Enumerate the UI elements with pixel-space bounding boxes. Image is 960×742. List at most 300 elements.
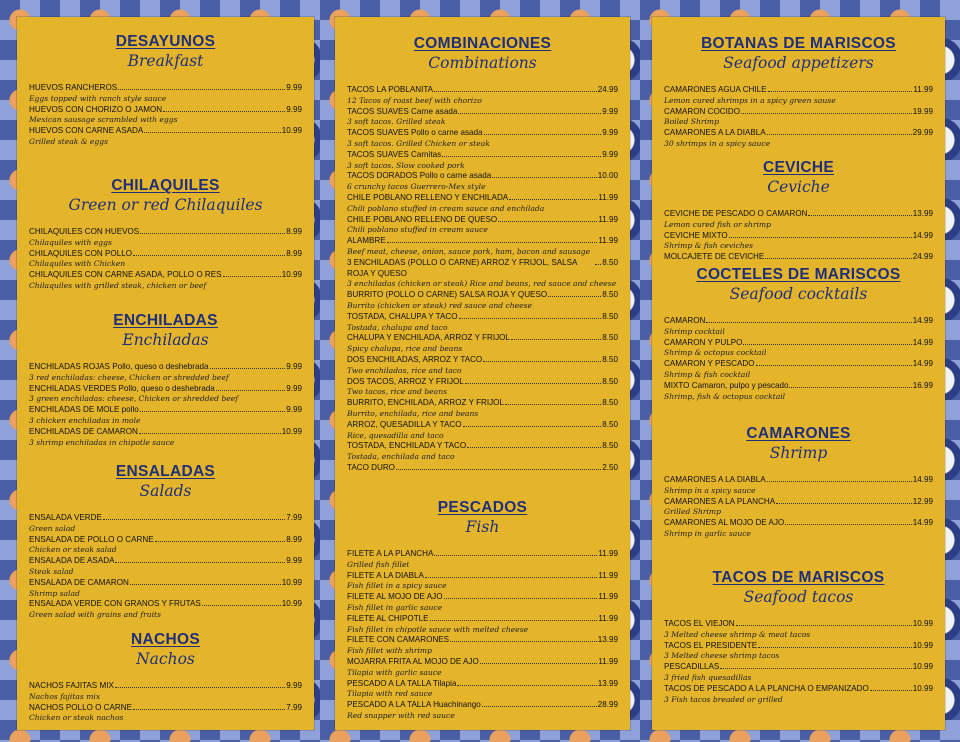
menu-item-description: Lemon cured shrimps in a spicy green sause	[664, 95, 836, 105]
section-title: BOTANAS DE MARISCOS	[701, 35, 896, 52]
dot-leader	[442, 156, 601, 157]
section-title: NACHOS	[131, 631, 200, 648]
menu-item	[664, 475, 933, 486]
menu-item	[347, 679, 618, 690]
menu-item	[664, 662, 933, 673]
dot-leader	[467, 447, 601, 448]
menu-item	[664, 338, 933, 349]
dot-leader	[139, 433, 281, 434]
menu-item-price: 7.99	[286, 513, 302, 522]
dot-leader	[729, 237, 912, 238]
menu-item	[29, 703, 302, 714]
dot-leader	[808, 215, 911, 216]
dot-leader	[765, 258, 911, 259]
dot-leader	[767, 481, 912, 482]
menu-item-name: MIXTO Camaron, pulpo y pescado	[664, 380, 789, 390]
menu-item-price: 8.50	[602, 257, 618, 267]
menu-item-description: 3 red enchiladas: cheese, Chicken or shredded beef	[29, 372, 229, 382]
section-title: ENSALADAS	[115, 463, 216, 480]
menu-item-price: 14.99	[912, 316, 933, 325]
menu-item-name: CAMARONES A LA DIABLA	[664, 475, 766, 484]
dot-leader	[706, 322, 911, 323]
dot-leader	[396, 469, 601, 470]
menu-item	[664, 684, 933, 695]
menu-item-price: 10.99	[281, 599, 302, 609]
menu-item	[347, 171, 618, 182]
menu-item-description: Lemon cured fish or shrimp	[664, 219, 771, 229]
dot-leader	[223, 276, 281, 277]
menu-item-price: 14.99	[912, 230, 933, 240]
menu-section	[29, 33, 302, 148]
menu-item-price: 12.99	[912, 496, 933, 506]
dot-leader	[457, 685, 596, 686]
menu-item-price: 10.99	[281, 270, 302, 280]
menu-section	[29, 631, 302, 724]
dot-leader	[155, 541, 286, 542]
dot-leader	[789, 387, 911, 388]
menu-item	[347, 128, 618, 139]
dot-leader	[785, 524, 912, 525]
menu-item-price: 14.99	[912, 359, 933, 369]
menu-item-description: Chili poblano stuffed in cream sauce and enchilada	[347, 203, 545, 213]
menu-item-name: CAMARON Y PESCADO	[664, 359, 755, 369]
menu-item-description: Chili poblano stuffed in cream sauce	[347, 225, 488, 235]
menu-item-name: CAMARONES A LA DIABLA	[664, 128, 766, 138]
menu-item-price: 11.99	[598, 592, 618, 602]
menu-item-name: NACHOS FAJITAS MIX	[29, 681, 114, 690]
dot-leader	[465, 383, 601, 384]
menu-item-price: 8.99	[286, 227, 302, 236]
section-subtitle: Fish	[465, 518, 500, 536]
menu-item-description: 3 soft tacos. Grilled steak	[347, 117, 446, 127]
dot-leader	[425, 577, 597, 578]
section-title: DESAYUNOS	[115, 33, 216, 50]
menu-item-description: Beef meat, cheese, onion, sauce pork, ham, bacon and sausage	[347, 246, 591, 256]
menu-item-price: 8.50	[602, 419, 618, 429]
dot-leader	[133, 255, 285, 256]
menu-item-name: CEVICHE DE PESCADO O CAMARON	[664, 209, 808, 218]
menu-item-description: Nachos fajitas mix	[29, 691, 101, 701]
menu-item-description: Chilaquiles with eggs	[29, 237, 112, 247]
menu-section	[29, 312, 302, 448]
section-title: COMBINACIONES	[413, 35, 552, 52]
menu-item-price: 24.99	[597, 85, 618, 94]
dot-leader	[509, 199, 597, 200]
menu-item-name: CHILE POBLANO RELLENO DE QUESO	[347, 214, 498, 224]
menu-item-price: 11.99	[598, 214, 618, 224]
menu-item	[347, 635, 618, 646]
menu-item	[347, 290, 618, 301]
menu-item-price: 10.99	[281, 126, 302, 136]
menu-item-price: 11.99	[598, 656, 618, 666]
menu-item-description: Mexican sausage scrambled with eggs	[29, 115, 178, 125]
menu-item-price: 10.99	[912, 640, 933, 650]
dot-leader	[482, 706, 597, 707]
menu-item-name: BURRITO (POLLO O CARNE) SALSA ROJA Y QUESO	[347, 290, 548, 300]
menu-item	[29, 578, 302, 589]
section-title: ENCHILADAS	[113, 312, 218, 329]
dot-leader	[743, 344, 911, 345]
menu-item	[664, 252, 933, 263]
dot-leader	[115, 562, 285, 563]
menu-item-name: ENSALADA VERDE CON GRANOS Y FRUTAS	[29, 599, 201, 609]
menu-item-description: Shrimp in a spicy sauce	[664, 485, 756, 495]
menu-section	[664, 425, 933, 540]
dot-leader	[210, 368, 286, 369]
menu-item-price: 9.99	[286, 362, 302, 371]
menu-item-price: 8.50	[602, 354, 618, 364]
menu-item-name: CAMARONES AGUA CHILE	[664, 85, 767, 94]
menu-section	[664, 35, 933, 150]
menu-item-price: 10.99	[912, 619, 933, 628]
menu-item-description: 3 shrimp enchiladas in chipotle sauce	[29, 437, 175, 447]
menu-item-name: CHILAQUILES CON POLLO	[29, 248, 133, 258]
menu-item-price: 9.99	[286, 556, 302, 566]
menu-item	[664, 128, 933, 139]
dot-leader	[870, 690, 912, 691]
menu-item	[347, 614, 618, 625]
menu-item	[29, 427, 302, 438]
menu-item	[347, 215, 618, 226]
menu-item-price: 9.99	[602, 149, 618, 159]
menu-item-price: 10.99	[912, 683, 933, 693]
menu-item-description: Rice, quesadilla and taco	[347, 430, 444, 440]
menu-item-description: Eggs topped with ranch style sauce	[29, 93, 167, 103]
menu-section	[29, 177, 302, 292]
section-title: TACOS DE MARISCOS	[712, 569, 885, 586]
menu-item-price: 10.99	[281, 577, 302, 587]
menu-section	[664, 266, 933, 402]
menu-item-description: Burrito, enchilada, rice and beans	[347, 408, 479, 418]
dot-leader	[736, 625, 912, 626]
menu-item-price: 2.50	[602, 462, 618, 472]
dot-leader	[144, 132, 280, 133]
menu-item-description: Chilaquiles with grilled steak, chicken or beef	[29, 280, 207, 290]
menu-item	[347, 377, 618, 388]
menu-item	[664, 619, 933, 630]
section-title: COCTELES DE MARISCOS	[696, 266, 901, 283]
menu-item	[347, 592, 618, 603]
menu-item-name: DOS ENCHILADAS, ARROZ Y TACO	[347, 354, 483, 364]
menu-section	[347, 35, 618, 474]
menu-item-description: Fish fillet in a spicy sauce	[347, 581, 447, 591]
dot-leader	[216, 390, 285, 391]
menu-item-name: TACOS DE PESCADO A LA PLANCHA O EMPANIZADO	[664, 683, 869, 693]
menu-item-name: TACO DURO	[347, 462, 395, 472]
section-title: CHILAQUILES	[111, 177, 220, 194]
dot-leader	[741, 113, 912, 114]
menu-item-description: Green salad	[29, 523, 76, 533]
menu-section	[347, 499, 618, 722]
menu-item-description: Tostada, chalupa and taco	[347, 322, 448, 332]
menu-item-description: 3 green enchiladas: cheese, Chicken or shredded beef	[29, 394, 239, 404]
menu-item-description: Chicken or steak salad	[29, 545, 117, 555]
menu-item-name: FILETE AL MOJO DE AJO	[347, 592, 443, 602]
dot-leader	[758, 647, 912, 648]
menu-item-description: 3 soft tacos. Grilled Chicken or steak	[347, 138, 490, 148]
menu-item	[29, 405, 302, 416]
menu-item-description: Shrimp & fish cocktail	[664, 369, 751, 379]
menu-item-description: Shrimp & fish ceviches	[664, 241, 754, 251]
menu-item-name: TACOS LA POBLANITA	[347, 85, 434, 94]
menu-item	[29, 556, 302, 567]
dot-leader	[480, 663, 598, 664]
menu-item	[347, 312, 618, 323]
dot-leader	[595, 264, 601, 265]
menu-item	[664, 641, 933, 652]
dot-leader	[492, 177, 596, 178]
menu-panel-right	[652, 17, 945, 730]
menu-item-name: CAMARON	[664, 316, 706, 325]
menu-item	[664, 381, 933, 392]
menu-item	[347, 85, 618, 96]
menu-item-price: 8.50	[602, 441, 618, 451]
menu-item-price: 9.99	[286, 681, 302, 690]
section-subtitle: Breakfast	[127, 52, 204, 70]
menu-section	[664, 159, 933, 263]
menu-item-price: 29.99	[912, 128, 933, 138]
menu-item-name: ENCHILADAS DE MOLE pollo	[29, 405, 139, 415]
menu-item-price: 8.50	[602, 290, 618, 300]
menu-item	[29, 227, 302, 238]
menu-item	[29, 535, 302, 546]
menu-item-description: Shrimp salad	[29, 588, 80, 598]
menu-item	[664, 518, 933, 529]
menu-item-description: Grilled steak & eggs	[29, 136, 109, 146]
section-subtitle: Green or red Chilaquiles	[68, 196, 263, 214]
dot-leader	[444, 598, 598, 599]
menu-item-name: FILETE CON CAMARONES	[347, 635, 450, 645]
menu-item-name: PESCADILLAS	[664, 662, 720, 672]
section-subtitle: Nachos	[136, 650, 195, 668]
menu-item-name: ARROZ, QUESADILLA Y TACO	[347, 419, 462, 429]
dot-leader	[140, 233, 285, 234]
menu-item-price: 19.99	[912, 106, 933, 116]
menu-item-name: TACOS EL PRESIDENTE	[664, 640, 758, 650]
menu-item	[29, 681, 302, 692]
dot-leader	[756, 365, 912, 366]
section-title: PESCADOS	[437, 499, 528, 516]
menu-item	[347, 193, 618, 204]
menu-item-description: Tostada, enchilada and taco	[347, 452, 455, 462]
dot-leader	[103, 519, 285, 520]
dot-leader	[140, 411, 285, 412]
menu-item-name: CAMARON Y PULPO	[664, 337, 743, 347]
menu-item-name: TACOS SUAVES Carnitas	[347, 149, 442, 159]
menu-item-description: 12 Tacos of roast beef with chorizo	[347, 95, 482, 105]
menu-item-description: Two tacos, rice and beans	[347, 387, 447, 397]
dot-leader	[483, 361, 601, 362]
menu-item	[347, 107, 618, 118]
menu-item-price: 9.99	[286, 83, 302, 92]
menu-item-description: Shrimp, fish & octopus cocktail	[664, 391, 786, 401]
dot-leader	[458, 113, 601, 114]
menu-item-name: HUEVOS RANCHEROS	[29, 83, 118, 92]
dot-leader	[434, 555, 597, 556]
section-subtitle: Ceviche	[767, 178, 830, 196]
menu-item-name: MOLCAJETE DE CEVICHE	[664, 252, 765, 262]
menu-item-description: Chicken or steak nachos	[29, 713, 124, 723]
menu-item-description: Fish fillet in garlic sauce	[347, 602, 443, 612]
menu-item	[347, 420, 618, 431]
menu-item-name: TACOS DORADOS Pollo o carne asada	[347, 171, 492, 181]
section-subtitle: Shrimp	[769, 444, 828, 462]
menu-item-description: 30 shrimps in a spicy sauce	[664, 138, 771, 148]
dot-leader	[498, 221, 597, 222]
menu-item	[347, 236, 618, 247]
menu-item-name: CEVICHE MIXTO	[664, 230, 728, 240]
menu-item	[664, 316, 933, 327]
menu-item-description: 3 chicken enchiladas in mole	[29, 415, 141, 425]
menu-item-price: 11.99	[598, 613, 618, 623]
menu-item	[29, 83, 302, 94]
menu-panel-left	[17, 17, 314, 730]
menu-item-price: 13.99	[597, 635, 618, 645]
menu-item	[347, 463, 618, 474]
dot-leader	[720, 668, 911, 669]
menu-item-name: PESCADO A LA TALLA Tilapia	[347, 678, 457, 688]
menu-item	[29, 384, 302, 395]
menu-item-price: 16.99	[912, 380, 933, 390]
dot-leader	[459, 318, 602, 319]
dot-leader	[768, 91, 913, 92]
menu-item-price: 8.50	[602, 398, 618, 408]
menu-item-description: 3 enchiladas (chicken or steak) Rice and beans, red sauce and cheese	[347, 279, 617, 289]
section-subtitle: Seafood appetizers	[723, 54, 874, 72]
menu-item-description: Two enchiladas, rice and taco	[347, 365, 462, 375]
menu-item-name: CHILAQUILES CON HUEVOS	[29, 227, 140, 236]
menu-item	[29, 362, 302, 373]
menu-item-description: Red snapper with red sauce	[347, 710, 455, 720]
menu-item-name: FILETE A LA PLANCHA	[347, 549, 434, 558]
menu-item	[29, 249, 302, 260]
menu-item-price: 13.99	[912, 209, 933, 218]
menu-item-name: ENSALADA DE CAMARON	[29, 577, 129, 587]
menu-item-description: Spicy chalupa, rice and beans	[347, 344, 463, 354]
menu-item	[29, 599, 302, 610]
section-subtitle: Enchiladas	[122, 331, 209, 349]
menu-item-description: Boiled Shrimp	[664, 117, 719, 127]
dot-leader	[430, 620, 598, 621]
menu-item	[347, 333, 618, 344]
menu-item	[347, 355, 618, 366]
dot-leader	[511, 339, 601, 340]
menu-item-description: Shrimp cocktail	[664, 326, 725, 336]
menu-item-description: 3 Melted cheese shrimp tacos	[664, 651, 780, 661]
menu-item	[347, 441, 618, 452]
menu-item-name: NACHOS POLLO O CARNE	[29, 702, 132, 712]
menu-item-price: 24.99	[912, 252, 933, 262]
menu-item-name: BURRITO, ENCHILADA, ARROZ Y FRIJOL	[347, 398, 504, 408]
menu-item-description: 3 soft tacos. Slow cooked pork	[347, 160, 465, 170]
menu-item-price: 9.99	[286, 104, 302, 114]
menu-item-name: TACOS SUAVES Pollo o carne asada	[347, 128, 483, 138]
menu-item	[29, 513, 302, 524]
menu-item-name: ENCHILADAS ROJAS Pollo, queso o deshebrada	[29, 362, 209, 371]
menu-item	[664, 107, 933, 118]
menu-item-description: Shrimp & octopus cocktail	[664, 348, 767, 358]
dot-leader	[130, 584, 281, 585]
menu-item-description: Fish fillet in chipotle sauce with melted cheese	[347, 624, 529, 634]
menu-item-price: 8.50	[602, 376, 618, 386]
menu-item-name: ALAMBRE	[347, 236, 386, 246]
menu-item-price: 14.99	[912, 518, 933, 528]
section-subtitle: Salads	[139, 482, 192, 500]
menu-item-name: TACOS EL VIEJON	[664, 619, 735, 628]
dot-leader	[115, 687, 285, 688]
dot-leader	[767, 134, 912, 135]
menu-section	[664, 569, 933, 705]
menu-item-name: TOSTADA, ENCHILADA Y TACO	[347, 441, 467, 451]
menu-item-name: CAMARONES A LA PLANCHA	[664, 496, 776, 506]
menu-item	[347, 150, 618, 161]
menu-item-name: CAMARON COCIDO	[664, 106, 740, 116]
menu-item-price: 8.99	[286, 534, 302, 544]
menu-item-price: 11.99	[913, 85, 933, 94]
menu-item	[664, 209, 933, 220]
menu-item-name: 3 ENCHILADAS (POLLO O CARNE) ARROZ Y FRIJOL, SALSA ROJA Y QUESO	[347, 257, 577, 278]
menu-item-price: 14.99	[912, 337, 933, 347]
menu-item	[664, 359, 933, 370]
menu-item-name: ENSALADA VERDE	[29, 513, 102, 522]
menu-item-name: CAMARONES AL MOJO DE AJO	[664, 518, 785, 528]
menu-item	[29, 270, 302, 281]
menu-item-description: Shrimp in garlic sauce	[664, 528, 751, 538]
menu-item	[29, 126, 302, 137]
menu-item	[664, 231, 933, 242]
menu-item-price: 11.99	[598, 570, 618, 580]
menu-item	[664, 497, 933, 508]
menu-item	[347, 398, 618, 409]
menu-item-name: TACOS SUAVES Carne asada	[347, 106, 458, 116]
menu-item-description: Green salad with grains and fruits	[29, 610, 161, 620]
dot-leader	[387, 242, 598, 243]
menu-item-name: CHILE POBLANO RELLENO Y ENCHILADA	[347, 192, 509, 202]
menu-item-name: FILETE AL CHIPOTLE	[347, 613, 429, 623]
section-subtitle: Seafood tacos	[743, 588, 854, 606]
menu-item-description: Tilapia with garlic sauce	[347, 667, 442, 677]
menu-item-price: 10.00	[597, 171, 618, 181]
section-title: CEVICHE	[762, 159, 834, 176]
menu-item	[347, 549, 618, 560]
menu-item-name: HUEVOS CON CARNE ASADA	[29, 126, 144, 136]
menu-item-price: 28.99	[597, 700, 618, 710]
dot-leader	[202, 605, 281, 606]
menu-item-name: PESCADO A LA TALLA Huachinango	[347, 700, 481, 710]
menu-item-name: ENSALADA DE POLLO O CARNE	[29, 534, 154, 544]
dot-leader	[548, 296, 601, 297]
section-subtitle: Combinations	[428, 54, 537, 72]
menu-item	[347, 657, 618, 668]
menu-item-price: 8.50	[602, 311, 618, 321]
menu-item-price: 13.99	[597, 678, 618, 688]
menu-item-price: 8.99	[286, 248, 302, 258]
dot-leader	[118, 89, 285, 90]
menu-item	[347, 571, 618, 582]
section-subtitle: Seafood cocktails	[729, 285, 868, 303]
section-title: CAMARONES	[746, 425, 851, 442]
menu-item-description: Grilled fish fillet	[347, 559, 410, 569]
menu-section	[29, 463, 302, 621]
menu-item-name: DOS TACOS, ARROZ Y FRIJOL	[347, 376, 464, 386]
menu-item-description: 3 fried fish quesadillas	[664, 672, 752, 682]
menu-item-price: 9.99	[602, 106, 618, 116]
menu-item-description: Tilapia with red sauce	[347, 689, 433, 699]
menu-panel-center	[335, 17, 630, 730]
menu-item-description: 3 Fish tacos breaded or grilled	[664, 694, 783, 704]
dot-leader	[450, 641, 597, 642]
menu-item-price: 10.99	[281, 426, 302, 436]
